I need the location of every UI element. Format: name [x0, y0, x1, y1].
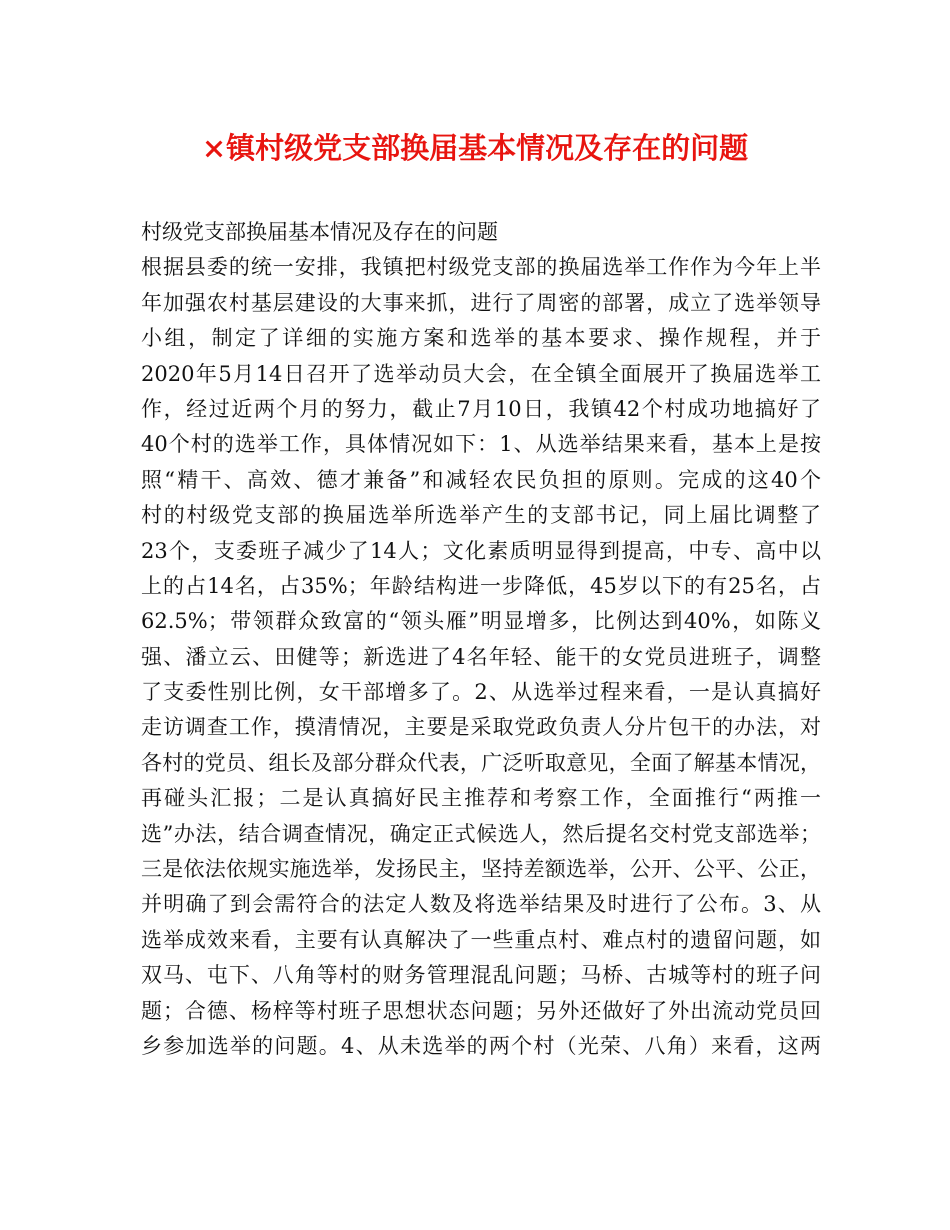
document-body: [141, 215, 821, 1064]
body-line: 题；合德、杨梓等村班子思想状态问题；另外还做好了外出流动党员回: [141, 998, 821, 1023]
body-line: 选举成效来看，主要有认真解决了一些重点村、难点村的遗留问题，如: [141, 927, 821, 952]
body-line: 再碰头汇报；二是认真搞好民主推荐和考察工作，全面推行“两推一: [141, 786, 821, 811]
body-line: 各村的党员、组长及部分群众代表，广泛听取意见，全面了解基本情况，: [141, 750, 821, 775]
body-line: 走访调查工作，摸清情况，主要是采取党政负责人分片包干的办法，对: [141, 715, 821, 740]
body-line: 了支委性别比例，女干部增多了。2、从选举过程来看，一是认真搞好: [141, 680, 821, 705]
document-title: ×镇村级党支部换届基本情况及存在的问题: [201, 131, 749, 165]
body-line: 2020年5月14日召开了选举动员大会，在全镇全面展开了换届选举工: [141, 361, 821, 386]
body-line: 村级党支部换届基本情况及存在的问题: [141, 220, 498, 244]
body-line: 选”办法，结合调查情况，确定正式候选人，然后提名交村党支部选举；: [141, 821, 821, 846]
body-line: 乡参加选举的问题。4、从未选举的两个村（光荣、八角）来看，这两: [141, 1033, 821, 1058]
body-line: 照“精干、高效、德才兼备”和减轻农民负担的原则。完成的这40个: [141, 467, 821, 492]
body-line: 62.5%；带领群众致富的“领头雁”明显增多，比例达到40%，如陈义: [141, 609, 821, 634]
body-line: 40个村的选举工作，具体情况如下：1、从选举结果来看，基本上是按: [141, 432, 821, 457]
body-line: 并明确了到会需符合的法定人数及将选举结果及时进行了公布。3、从: [141, 892, 821, 917]
body-line: 村的村级党支部的换届选举所选举产生的支部书记，同上届比调整了: [141, 503, 821, 528]
body-line: 年加强农村基层建设的大事来抓，进行了周密的部署，成立了选举领导: [141, 290, 821, 315]
body-line: 强、潘立云、田健等；新选进了4名年轻、能干的女党员进班子，调整: [141, 644, 821, 669]
body-line: 作，经过近两个月的努力，截止7月10日，我镇42个村成功地搞好了: [141, 396, 821, 421]
body-line: 根据县委的统一安排，我镇把村级党支部的换届选举工作作为今年上半: [141, 255, 821, 280]
body-line: 三是依法依规实施选举，发扬民主，坚持差额选举，公开、公平、公正，: [141, 857, 821, 882]
body-line: 上的占14名，占35%；年龄结构进一步降低，45岁以下的有25名，占: [141, 573, 821, 598]
body-line: 23个，支委班子减少了14人；文化素质明显得到提高，中专、高中以: [141, 538, 821, 563]
body-line: 双马、屯下、八角等村的财务管理混乱问题；马桥、古城等村的班子问: [141, 963, 821, 988]
body-line: 小组，制定了详细的实施方案和选举的基本要求、操作规程，并于: [141, 326, 821, 351]
